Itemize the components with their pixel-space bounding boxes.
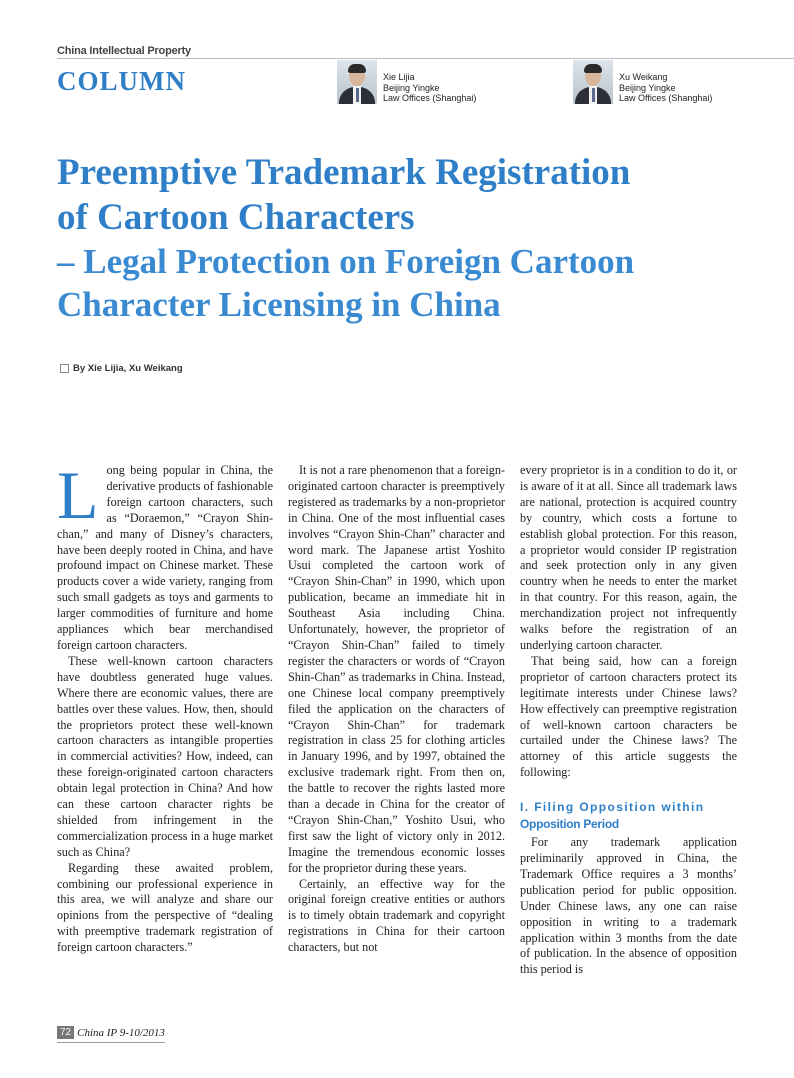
author-card-1 xyxy=(337,60,476,104)
paragraph: For any trademark application preliminarily approved in China, the Trademark Office requires a 3 months’ publication period for public opposition. Under Chinese laws, any one can raise opposition in writing to a trademark application within 3 months from the date of publication. In the absence of opposition this period is xyxy=(520,835,737,977)
paragraph: It is not a rare phenomenon that a foreign-originated cartoon character is preemptively registered as trademarks by a non-proprietor in China. One of the most influential cases involves “Crayon Shin-Chan” character and word mark. The Japanese artist Yoshito Usui completed the cartoon work of “Crayon Shin-Chan” in 1990, which upon publication, became an immediate hit in Southeast Asia including China. Unfortunately, however, the proprietor of “Crayon Shin-Chan” failed to timely register the characters or words of “Crayon Shin-Chan” as trademarks in China. Instead, one Chinese local company preemptively filed the application on the characters of “Crayon Shin-Chan” for trademark registration in class 25 for clothing articles in January 1996, and by 1997, obtained the exclusive trademark right. From then on, the battle to recover the rights lasted more than a decade in China for the creator of “Crayon Shin-Chan,” Yoshito Usui, who first saw the light of victory only in 2012. Imagine the tremendous economic losses for the proprietor during these years. xyxy=(288,463,505,875)
author-info xyxy=(383,72,476,104)
drop-cap: L xyxy=(57,457,99,533)
publication-name: China Intellectual Property xyxy=(57,45,191,57)
page-number: 72 xyxy=(57,1026,74,1039)
paragraph: That being said, how can a foreign proprietor of cartoon characters protect its legitimate interests under Chinese laws? How effectively can preemptive registration of well-known cartoon characters be curtailed under the Chinese laws? The attorney of this article suggests the following: xyxy=(520,653,737,780)
author-card-2 xyxy=(573,60,712,104)
header-rule xyxy=(57,58,794,59)
page-footer xyxy=(57,1026,165,1039)
author-firm-office: Law Offices (Shanghai) xyxy=(619,93,713,103)
section-heading-line-1: I. Filing Opposition within xyxy=(520,800,705,815)
paragraph: These well-known cartoon characters have doubtless generated huge values. Where there are economic values, there are battles over these values. How, then, should the proprietors protect these well-known cartoon characters as intangible properties in commercial activities? How, indeed, can these foreign-originated cartoon characters obtain legal protection in China? And how can these cartoon character rights be shielded from infringement in the commercialization process in a huge market such as China? xyxy=(57,653,273,859)
byline xyxy=(60,363,183,374)
article-subtitle-line-1: – Legal Protection on Foreign Cartoon xyxy=(57,242,635,281)
issue-label: China IP 9-10/2013 xyxy=(77,1026,165,1039)
article-title-line-2: of Cartoon Characters xyxy=(57,197,415,238)
byline-text: By Xie Lijia, Xu Weikang xyxy=(73,363,183,374)
article-title-line-1: Preemptive Trademark Registration xyxy=(57,152,631,193)
author-firm: Beijing Yingke xyxy=(383,82,440,93)
author-photo xyxy=(337,60,377,104)
author-firm-office: Law Offices (Shanghai) xyxy=(383,93,477,103)
paragraph: Certainly, an effective way for the original foreign creative entities or authors is to timely obtain trademark and copyright registrations in China for their cartoon characters, but not xyxy=(288,876,505,955)
author-name: Xu Weikang xyxy=(619,72,668,82)
text-column-3 xyxy=(520,463,737,978)
footer-rule xyxy=(57,1042,165,1043)
text-column-2 xyxy=(288,463,505,956)
author-photo xyxy=(573,60,613,104)
paragraph: Regarding these awaited problem, combining our professional experience in this area, we will analyze and share our opinions from the perspective of “dealing with preemptive trademark registration of foreign cartoon characters.” xyxy=(57,860,273,955)
author-info xyxy=(619,72,712,104)
column-label: COLUMN xyxy=(57,66,186,96)
section-heading-line-2: Opposition Period xyxy=(520,817,619,832)
byline-square-icon xyxy=(60,364,69,373)
text-column-1 xyxy=(57,457,273,956)
author-name: Xie Lijia xyxy=(383,72,415,82)
article-title-block xyxy=(57,150,777,326)
article-subtitle-line-2: Character Licensing in China xyxy=(57,285,501,324)
paragraph: every proprietor is in a condition to do it, or is aware of it at all. Since all trademark laws are national, protection is acquired country by country, which costs a fortune to establish global protection. For this reason, a proprietor would consider IP registration and seek protection only in any given country when he needs to enter the market in that country. For this reason, again, the merchandization project not infrequently walks before the registration of an underlying cartoon character. xyxy=(520,463,737,652)
author-firm: Beijing Yingke xyxy=(619,82,676,93)
paragraph: ong being popular in China, the derivative products of fashionable foreign cartoon characters, such as “Doraemon,” “Crayon Shin-chan,” and many of Disney’s characters, have been deeply rooted in China, and have profound impact on Chinese market. These products cover a wide variety, ranging from such small gadgets as toys and garments to larger commodities of furniture and home appliances which bear merchandised foreign cartoon characters. xyxy=(57,463,273,652)
section-heading xyxy=(520,799,737,833)
